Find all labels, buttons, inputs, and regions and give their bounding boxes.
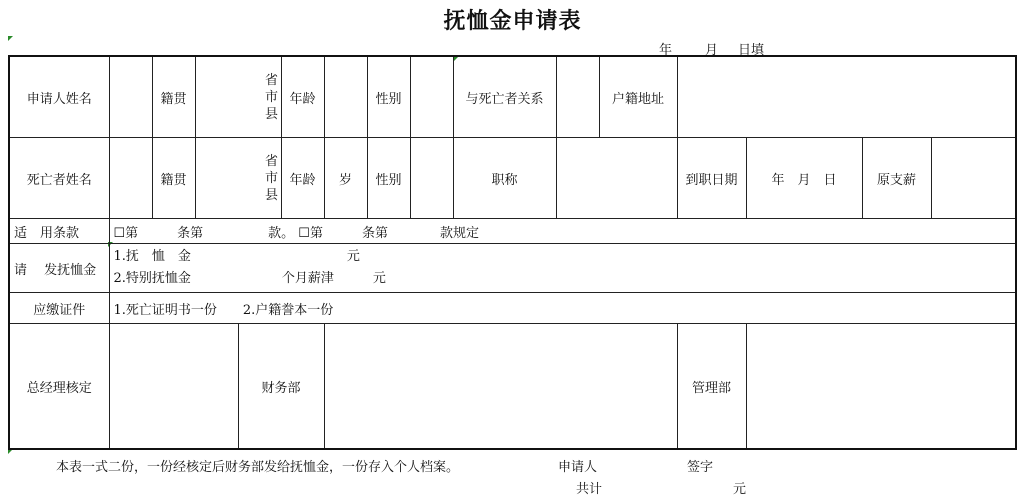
- position-value[interactable]: [556, 138, 677, 219]
- applicable-clause-row: [9, 219, 1016, 244]
- position-label: 职称: [453, 138, 556, 219]
- deceased-gender-label: 性别: [367, 138, 410, 219]
- deceased-gender-value[interactable]: [410, 138, 453, 219]
- required-documents-row: [9, 293, 1016, 324]
- deceased-native-place-label: 籍贯: [152, 138, 195, 219]
- pension-request-row: [9, 244, 1016, 293]
- cell-marker-icon: [8, 36, 13, 41]
- admin-dept-value[interactable]: [746, 324, 1016, 450]
- total-label: 共计: [576, 482, 603, 497]
- household-address-value[interactable]: [677, 56, 1016, 138]
- applicant-name-label: 申请人姓名: [9, 56, 109, 138]
- pension-amount-line: 1.抚 恤 金 元: [113, 249, 360, 264]
- original-salary-label: 原支薪: [862, 138, 931, 219]
- admin-dept-label: 管理部: [677, 324, 746, 450]
- finance-dept-label: 财务部: [238, 324, 324, 450]
- gender-label: 性别: [367, 56, 410, 138]
- relation-label: 与死亡者关系: [453, 56, 556, 138]
- relation-value[interactable]: [556, 56, 599, 138]
- deceased-province-county-cell[interactable]: [195, 138, 281, 219]
- special-pension-line: 2.特别抚恤金 个月薪津 元: [113, 271, 386, 286]
- applicant-signature-label: 申请人: [558, 460, 598, 475]
- province-county-cell[interactable]: [195, 56, 281, 138]
- gender-value[interactable]: [410, 56, 453, 138]
- date-day: 日填: [738, 43, 765, 58]
- start-date-label: 到职日期: [677, 138, 746, 219]
- pension-request-details[interactable]: [109, 244, 1016, 293]
- age-value[interactable]: [324, 56, 367, 138]
- deceased-row: [9, 138, 1016, 219]
- household-address-label: 户籍地址: [599, 56, 677, 138]
- applicant-name-value[interactable]: [109, 56, 152, 138]
- applicable-clause-text[interactable]: ☐第 条第 款。 ☐第 条第 款规定: [109, 219, 1016, 244]
- total-unit: 元: [733, 482, 747, 497]
- approval-row: [9, 324, 1016, 450]
- deceased-name-label: 死亡者姓名: [9, 138, 109, 219]
- finance-dept-value[interactable]: [324, 324, 677, 450]
- form-title: 抚恤金申请表: [443, 9, 582, 34]
- applicant-row: [9, 56, 1016, 138]
- gm-approval-value[interactable]: [109, 324, 238, 450]
- province-city-county-label: 省 市 县: [264, 72, 278, 122]
- deceased-age-label: 年龄: [281, 138, 324, 219]
- date-month: 月: [705, 43, 719, 58]
- deceased-province-city-county-label: 省 市 县: [264, 153, 278, 203]
- pension-request-label: 请 发抚恤金: [9, 244, 109, 293]
- native-place-label: 籍贯: [152, 56, 195, 138]
- deceased-age-unit[interactable]: 岁: [324, 138, 367, 219]
- start-date-value[interactable]: 年 月 日: [746, 138, 862, 219]
- footer-note: 本表一式二份，一份经核定后财务部发给抚恤金，一份存入个人档案。: [56, 460, 460, 475]
- application-form-table: [8, 55, 1017, 450]
- deceased-name-value[interactable]: [109, 138, 152, 219]
- date-year: 年: [659, 43, 673, 58]
- required-documents-text: 1.死亡证明书一份 2.户籍誊本一份: [109, 293, 1016, 324]
- signature-label: 签字: [687, 460, 714, 475]
- required-documents-label: 应缴证件: [9, 293, 109, 324]
- original-salary-value[interactable]: [931, 138, 1016, 219]
- applicable-clause-label: 适 用条款: [9, 219, 109, 244]
- age-label: 年龄: [281, 56, 324, 138]
- gm-approval-label: 总经理核定: [9, 324, 109, 450]
